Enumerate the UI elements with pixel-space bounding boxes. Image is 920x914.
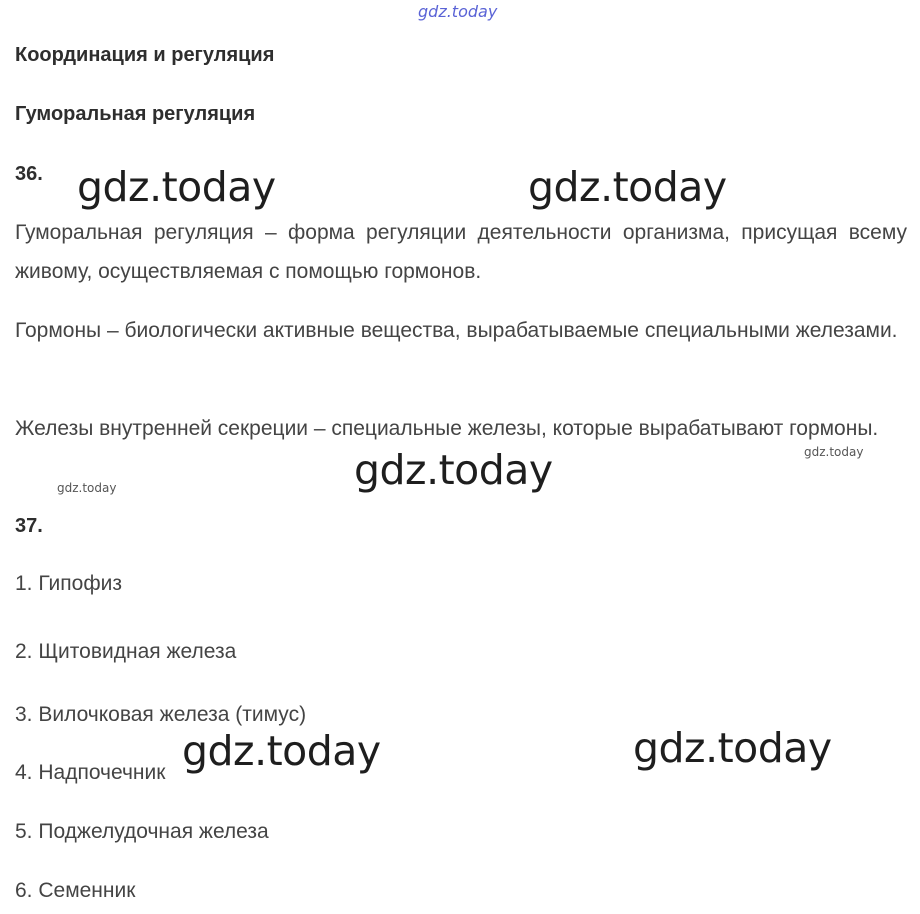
list-item: 6. Семенник [15, 879, 136, 902]
watermark-top: gdz.today [418, 2, 498, 21]
watermark-large: gdz.today [528, 163, 727, 211]
watermark-large: gdz.today [77, 163, 276, 211]
list-item: 3. Вилочковая железа (тимус) [15, 703, 307, 726]
list-item: 4. Надпочечник [15, 761, 166, 784]
task-36-paragraph: Гуморальная регуляция – форма регуляции деятельности организма, присущая всему живому, осуществляемая с помощью гормонов. [15, 221, 907, 283]
section-title: Координация и регуляция [15, 44, 275, 66]
section-subtitle: Гуморальная регуляция [15, 103, 256, 125]
list-item: 1. Гипофиз [15, 572, 122, 595]
task-36-number: 36. [15, 163, 43, 185]
task-36-paragraph: Железы внутренней секреции – специальные железы, которые вырабатывают гормоны. [15, 417, 879, 440]
watermark-large: gdz.today [633, 724, 832, 772]
list-item: 5. Поджелудочная железа [15, 820, 269, 843]
task-37-number: 37. [15, 515, 43, 537]
watermark-large: gdz.today [354, 446, 553, 494]
watermark-small: gdz.today [804, 445, 864, 459]
watermark-large: gdz.today [182, 727, 381, 775]
watermark-small: gdz.today [57, 481, 117, 495]
task-36-paragraph: Гормоны – биологически активные вещества, вырабатываемые специальными железами. [15, 319, 898, 342]
list-item: 2. Щитовидная железа [15, 640, 237, 663]
